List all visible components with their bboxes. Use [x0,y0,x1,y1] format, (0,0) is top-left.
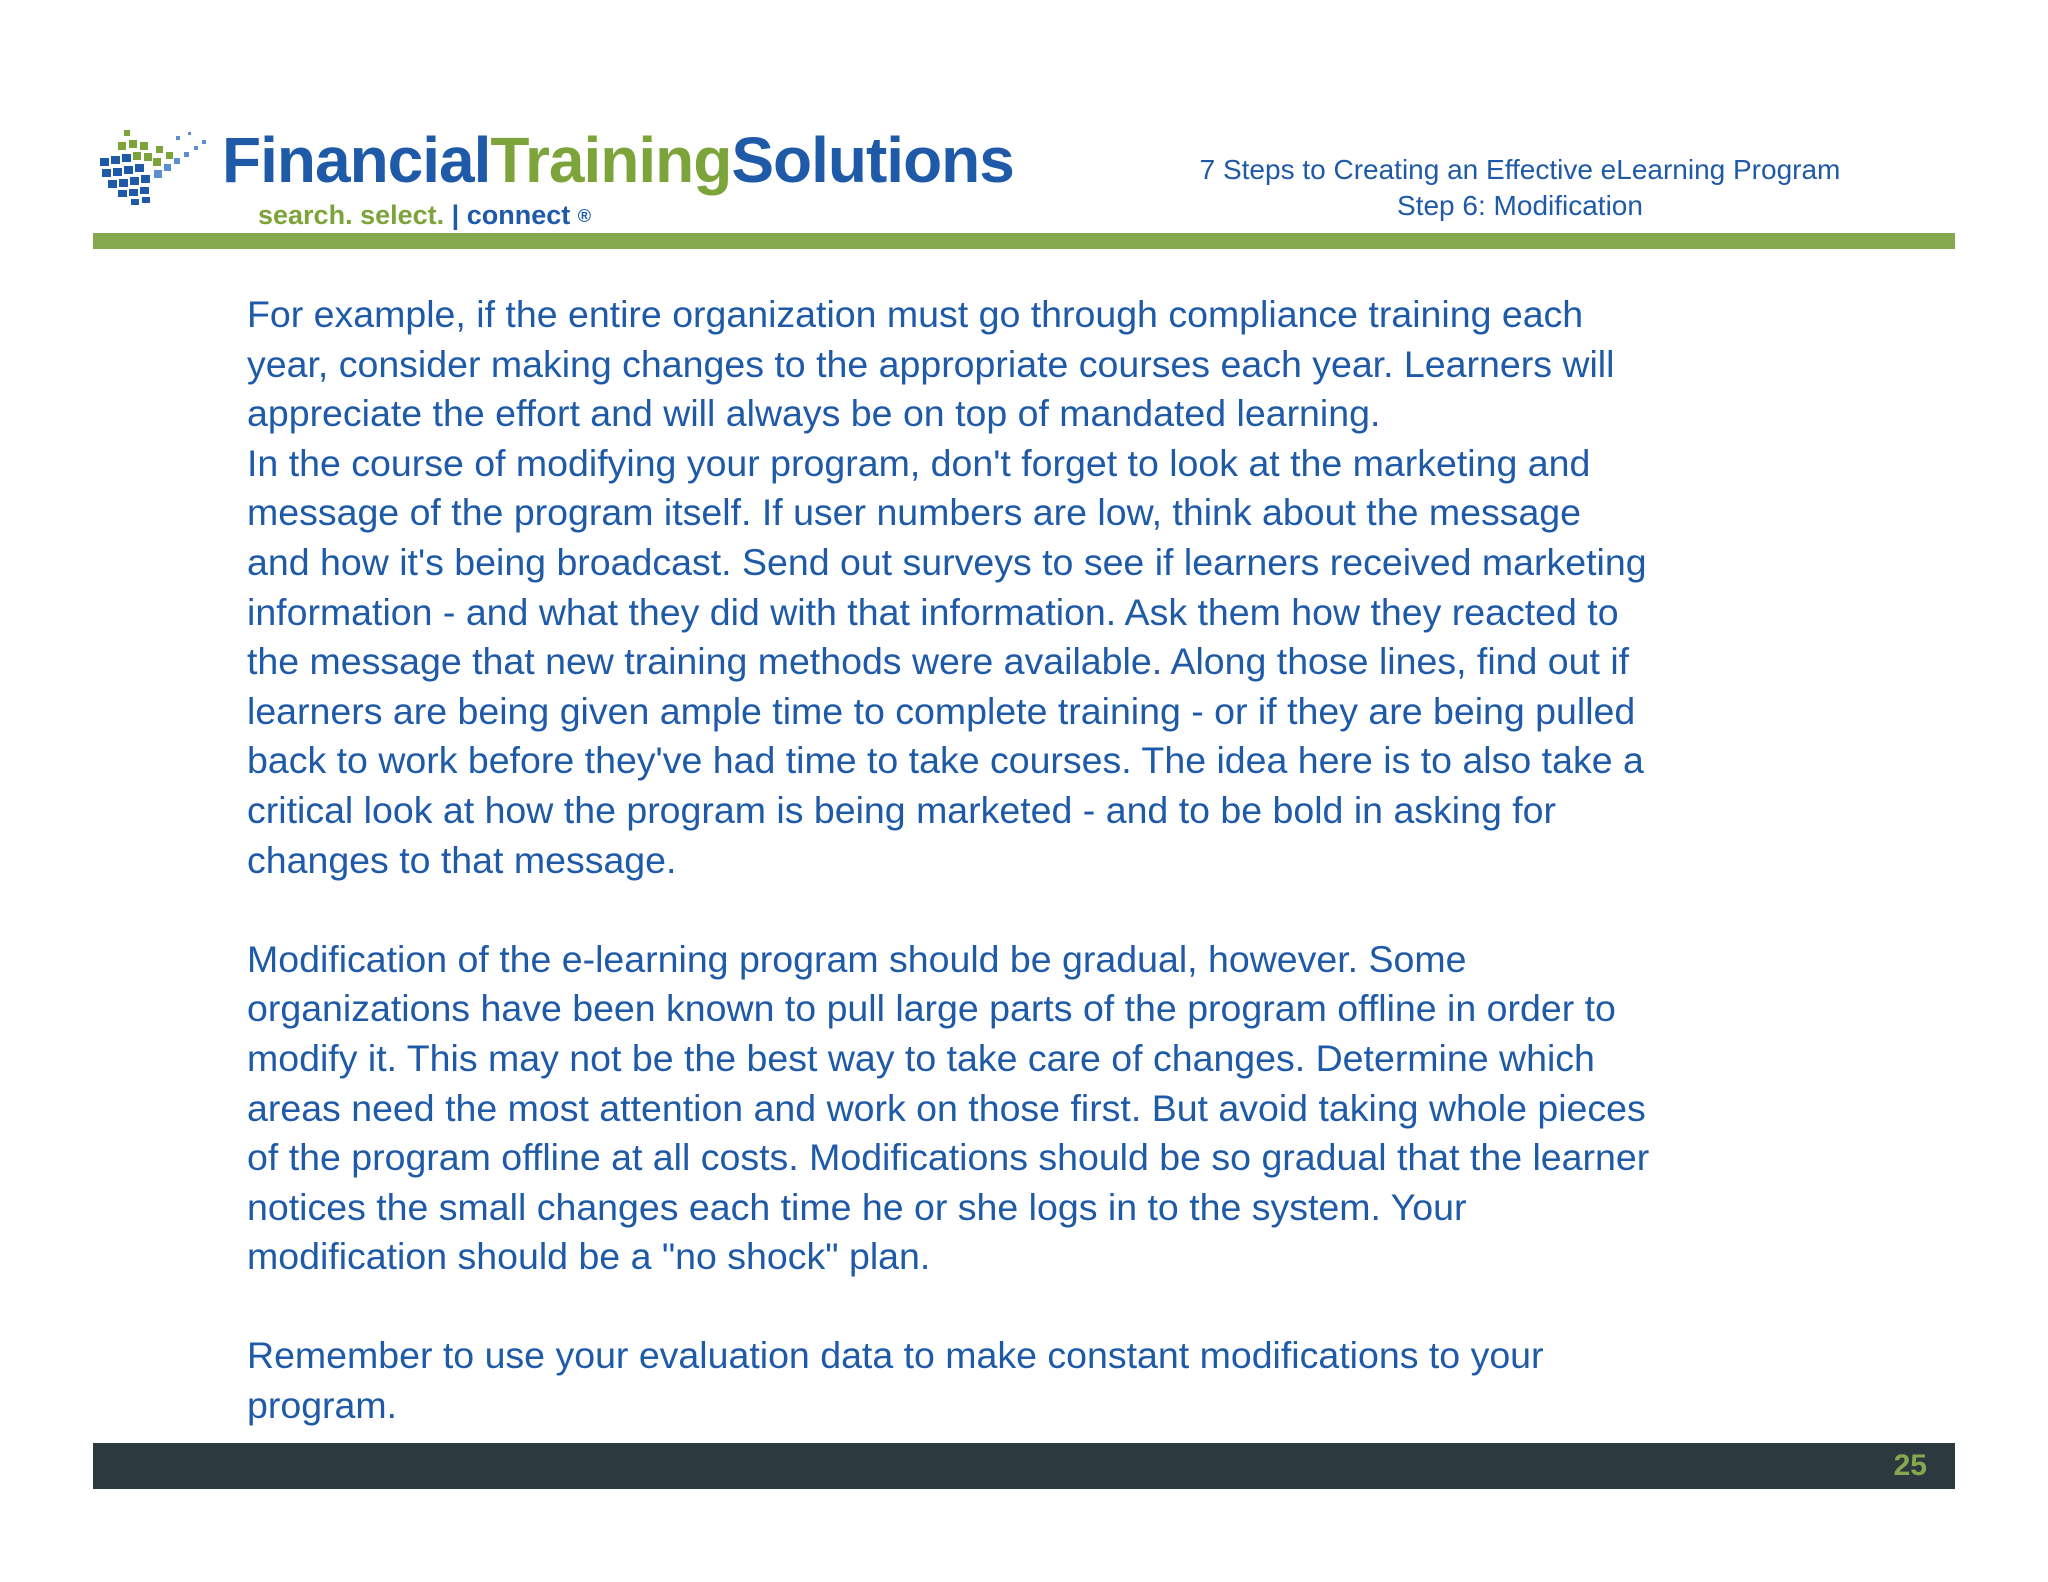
registered-mark: ® [577,206,592,226]
footer-bar [93,1443,1955,1489]
logo-tagline [258,198,591,233]
tagline-search-select: search. select. [258,200,445,230]
body-paragraph-3: Modification of the e-learning program should be gradual, however. Some organizations have been known to pull large parts of the program offline in order to modify it. This may not be the best way to take care of changes. Determine which areas need the most attention and work on those first. But avoid taking whole pieces of the program offline at all costs. Modifications should be so gradual that the learner notices the small changes each time he or she logs in to the system. Your modification should be a "no shock" plan. [247,937,1650,1278]
body-paragraph-2: In the course of modifying your program, don't forget to look at the marketing and message of the program itself. If user numbers are low, think about the message and how it's being broadcast. Send out surveys to see if learners received marketing information - and what they did with that information. Ask them how they reacted to the message that new training methods were available. Along those lines, find out if learners are being given ample time to complete training - or if they are being pulled back to work before they've had time to take courses. The idea here is to also take a critical look at how the program is being marketed - and to be bold in asking for changes to that message. [247,441,1647,881]
logo-wordmark [222,120,1014,200]
paragraph-spacer [247,1282,1827,1332]
body-paragraph-4: Remember to use your evaluation data to make constant modifications to your program. [247,1334,1544,1427]
logo-word-training: Training [490,124,732,196]
company-logo [98,124,1058,234]
logo-word-solutions: Solutions [731,124,1014,196]
page-number: 25 [1893,1449,1927,1482]
globe-logo-icon [98,128,210,212]
slide-title: 7 Steps to Creating an Effective eLearning Program [1199,154,1841,185]
tagline-connect: connect [466,200,571,230]
slide-subtitle: Step 6: Modification [1397,190,1643,221]
slide-header [1150,152,1890,224]
tagline-separator: | [451,200,460,230]
logo-word-financial: Financial [222,124,491,196]
body-paragraph-1: For example, if the entire organization must go through compliance training each year, consider making changes to the appropriate courses each year. Learners will appreciate the effort and will always be on top of mandated learning. [247,293,1615,435]
slide-body [247,290,1827,1431]
paragraph-spacer [247,885,1827,935]
header-divider [93,233,1955,249]
